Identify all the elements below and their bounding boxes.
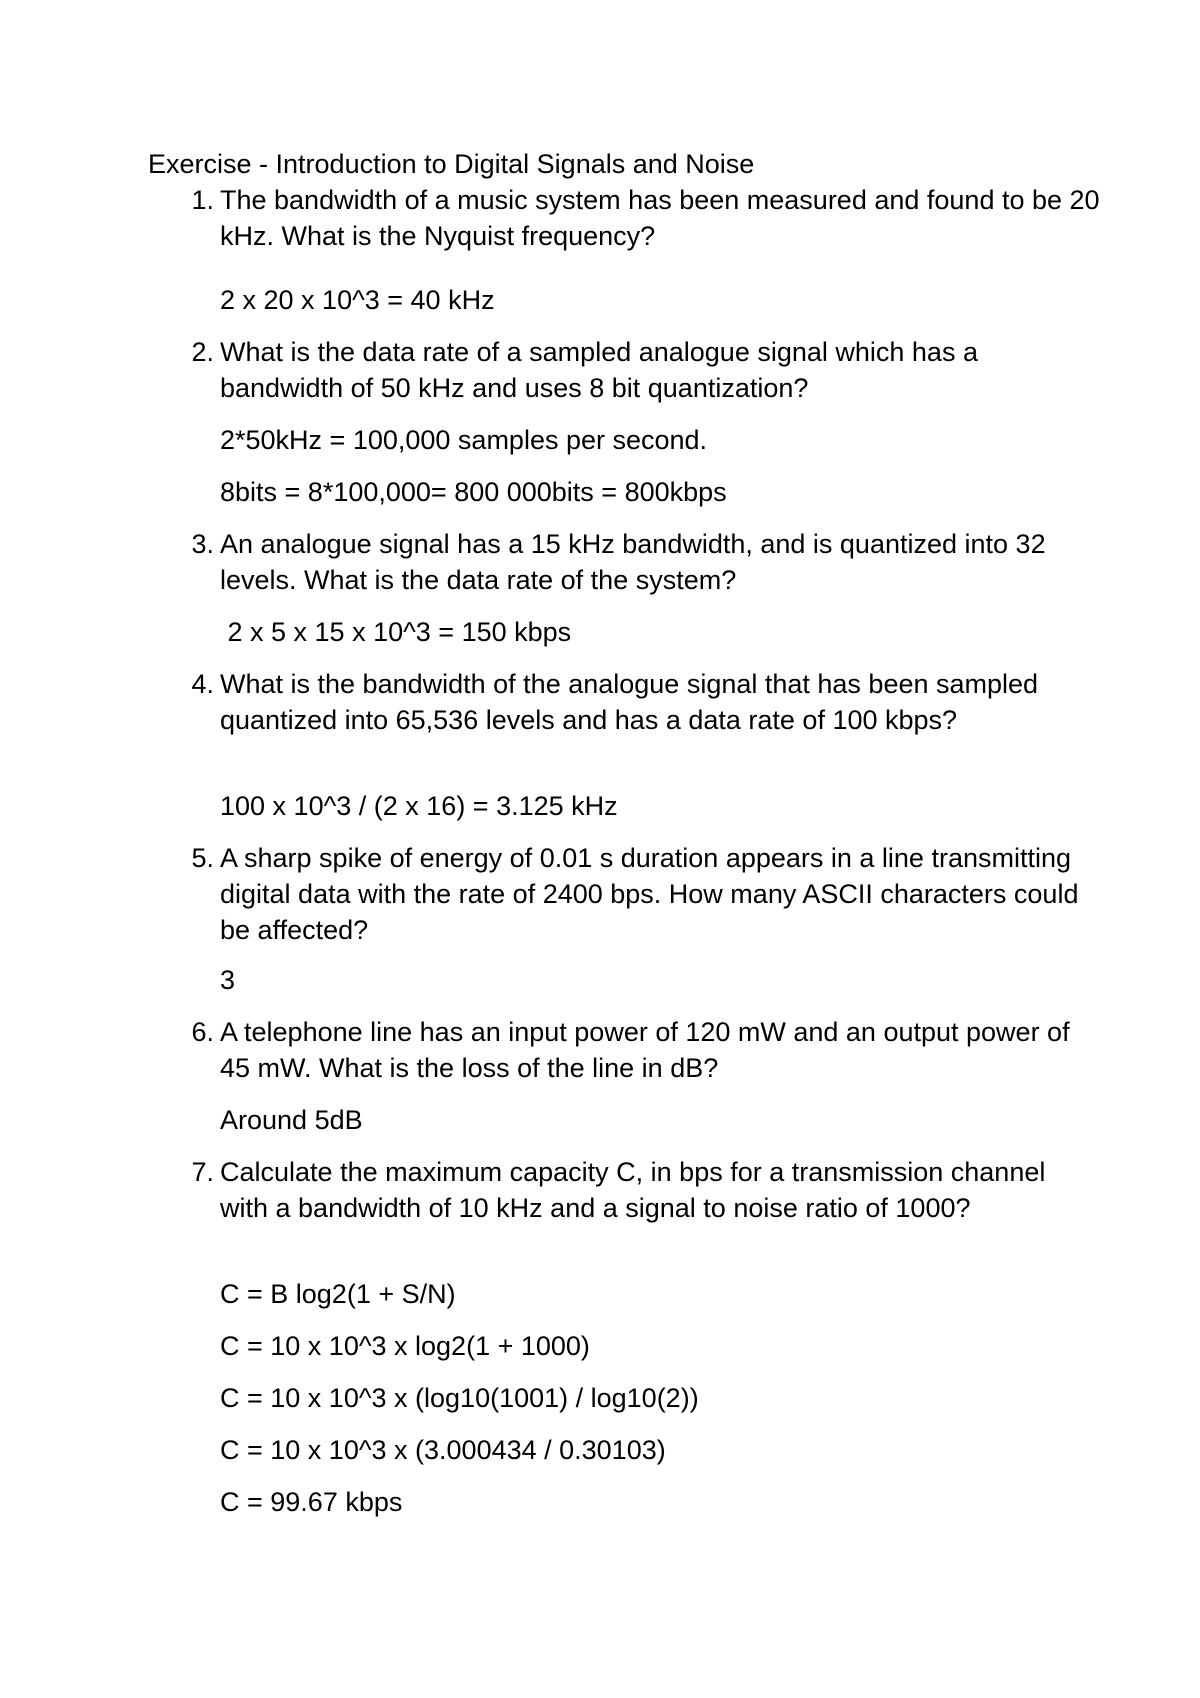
answer-line: 100 x 10^3 / (2 x 16) = 3.125 kHz	[220, 791, 618, 821]
answer-line: C = 10 x 10^3 x (log10(1001) / log10(2))	[220, 1383, 699, 1413]
answer-line: 2*50kHz = 100,000 samples per second.	[220, 425, 708, 455]
question-number: 3.	[191, 529, 214, 559]
answer-line: C = B log2(1 + S/N)	[220, 1279, 456, 1309]
answer-line: C = 10 x 10^3 x log2(1 + 1000)	[220, 1331, 590, 1361]
question-number: 1.	[191, 185, 214, 215]
question-number: 5.	[191, 843, 214, 873]
question-number: 7.	[191, 1157, 214, 1187]
answer-line: C = 10 x 10^3 x (3.000434 / 0.30103)	[220, 1435, 666, 1465]
question-text: A telephone line has an input power of 120 mW and an output power of 45 mW. What is the loss of the line in dB?	[220, 1017, 1070, 1083]
answer-line: 3	[220, 965, 236, 995]
question-text: The bandwidth of a music system has been measured and found to be 20 kHz. What is the Nyquist frequency?	[220, 185, 1100, 251]
question-number: 6.	[191, 1017, 214, 1047]
answer-line: C = 99.67 kbps	[220, 1487, 403, 1517]
question-text: Calculate the maximum capacity C, in bps for a transmission channel with a bandwidth of 10 kHz and a signal to noise ratio of 1000?	[220, 1157, 1046, 1223]
question-text: An analogue signal has a 15 kHz bandwidth, and is quantized into 32 levels. What is the data rate of the system?	[220, 529, 1046, 595]
question-number: 4.	[191, 669, 214, 699]
answer-line: Around 5dB	[220, 1105, 363, 1135]
page-title: Exercise - Introduction to Digital Signals and Noise	[148, 149, 755, 179]
question-text: What is the bandwidth of the analogue signal that has been sampled quantized into 65,536 levels and has a data rate of 100 kbps?	[220, 669, 1039, 735]
answer-line: 2 x 5 x 15 x 10^3 = 150 kbps	[220, 617, 572, 647]
answer-line: 8bits = 8*100,000= 800 000bits = 800kbps	[220, 477, 727, 507]
question-text: A sharp spike of energy of 0.01 s duration appears in a line transmitting digital data with the rate of 2400 bps. How many ASCII characters could be affected?	[220, 843, 1079, 945]
answer-line: 2 x 20 x 10^3 = 40 kHz	[220, 285, 495, 315]
question-number: 2.	[191, 337, 214, 367]
question-text: What is the data rate of a sampled analogue signal which has a bandwidth of 50 kHz and uses 8 bit quantization?	[220, 337, 978, 403]
